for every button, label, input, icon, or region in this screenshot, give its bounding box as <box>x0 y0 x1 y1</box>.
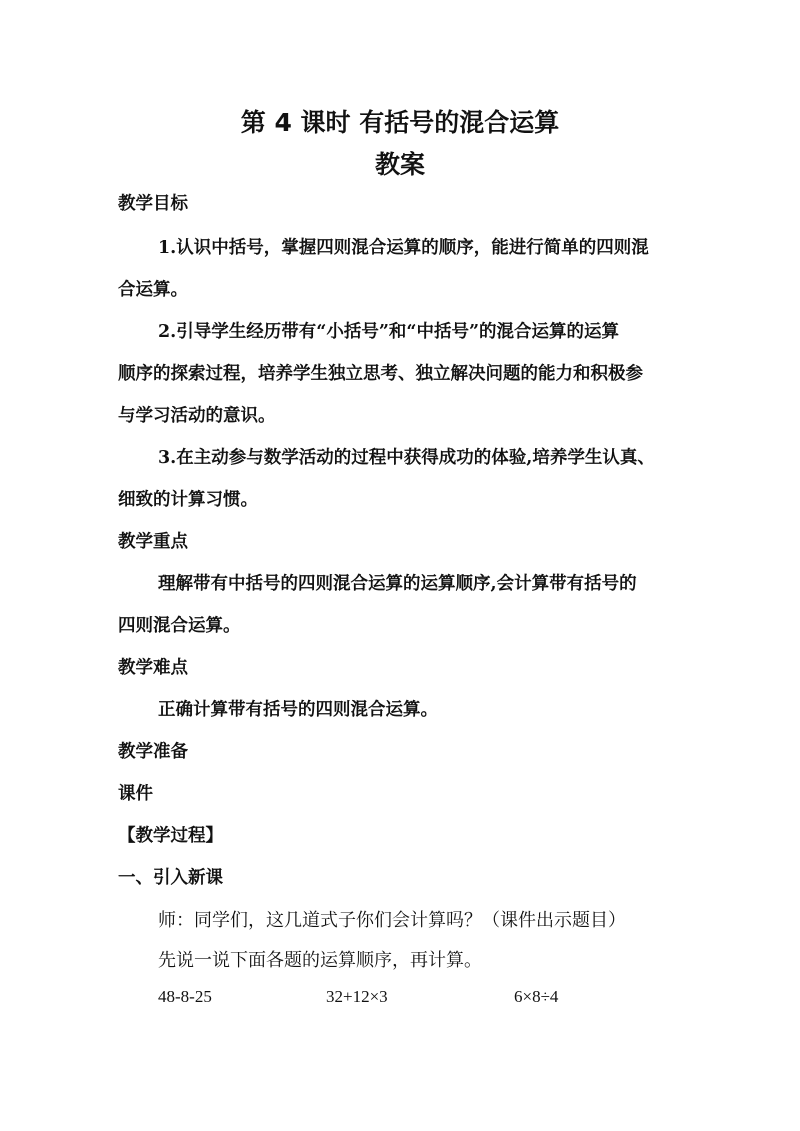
objective-1-line-1: 1.认识中括号，掌握四则混合运算的顺序，能进行简单的四则混 <box>158 238 649 258</box>
difficulties-heading: 教学难点 <box>118 658 188 678</box>
preparation-heading: 教学准备 <box>118 742 188 762</box>
objective-2-line-3: 与学习活动的意识。 <box>118 406 276 426</box>
lesson-title: 第 4 课时 有括号的混合运算 <box>240 108 560 137</box>
objective-3-line-1: 3.在主动参与数学活动的过程中获得成功的体验,培养学生认真、 <box>158 448 655 468</box>
instruction-line: 先说一说下面各题的运算顺序，再计算。 <box>158 950 482 970</box>
objectives-heading: 教学目标 <box>118 194 188 214</box>
teacher-question: 师：同学们，这几道式子你们会计算吗？（课件出示题目） <box>158 910 626 930</box>
objective-3-line-2: 细致的计算习惯。 <box>118 490 258 510</box>
preparation-content: 课件 <box>118 784 153 804</box>
key-points-line-2: 四则混合运算。 <box>118 616 241 636</box>
expression-3: 6×8÷4 <box>514 987 559 1006</box>
key-points-line-1: 理解带有中括号的四则混合运算的运算顺序,会计算带有括号的 <box>158 574 637 594</box>
part-1-heading: 一、引入新课 <box>118 868 223 888</box>
objective-2-line-1: 2.引导学生经历带有“小括号”和“中括号”的混合运算的运算 <box>158 322 620 342</box>
difficulties-line-1: 正确计算带有括号的四则混合运算。 <box>158 700 438 720</box>
lesson-subtitle: 教案 <box>374 150 425 179</box>
objective-2-line-2: 顺序的探索过程，培养学生独立思考、独立解决问题的能力和积极参 <box>118 364 643 384</box>
objective-1-line-2: 合运算。 <box>118 280 188 300</box>
expression-1: 48-8-25 <box>158 987 212 1006</box>
process-heading: 【教学过程】 <box>118 826 223 846</box>
key-points-heading: 教学重点 <box>118 532 188 552</box>
expression-2: 32+12×3 <box>326 987 388 1006</box>
